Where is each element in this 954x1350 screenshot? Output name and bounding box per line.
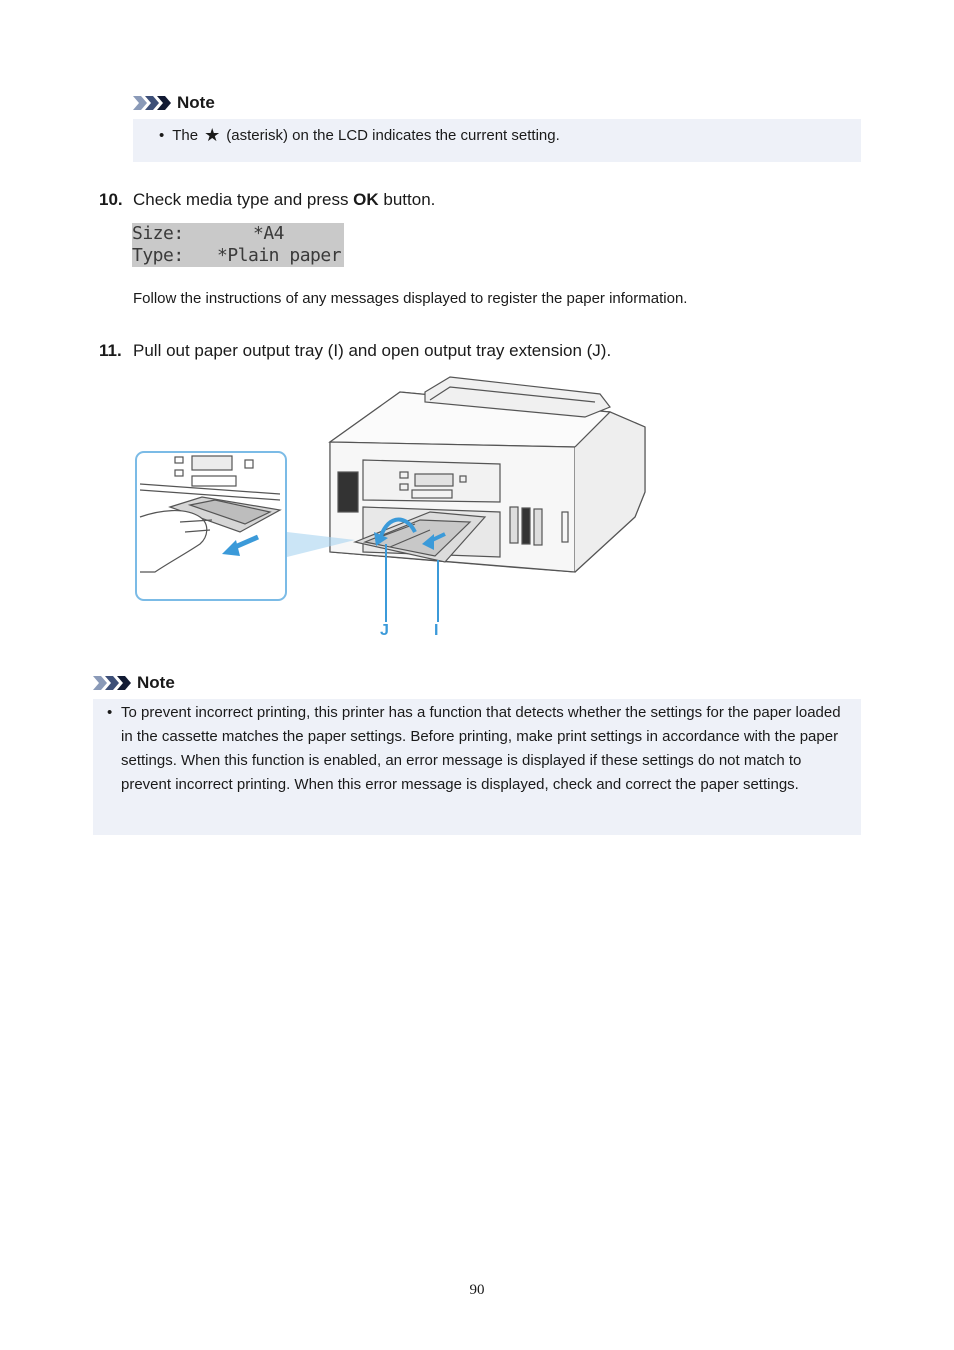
step-text-before: Check media type and press bbox=[133, 190, 354, 209]
note-text-suffix: (asterisk) on the LCD indicates the current setting. bbox=[226, 127, 560, 144]
bullet: • bbox=[159, 127, 165, 144]
note-text: To prevent incorrect printing, this printer has a function that detects whether the settings for the paper loaded in the cassette matches the paper settings. Before printing, make print settings in accordance with the paper settings. When this function is enabled, an error message is displayed if these settings do not match to prevent incorrect printing. When this error message is displayed, check and correct the paper settings. bbox=[121, 704, 841, 793]
step-11 bbox=[99, 341, 611, 361]
lcd-row-size bbox=[132, 223, 344, 245]
step-text-after: button. bbox=[378, 190, 436, 209]
note-chevrons-icon bbox=[93, 674, 133, 692]
step-10 bbox=[99, 190, 435, 210]
lcd-row-type bbox=[132, 245, 344, 267]
note-heading bbox=[93, 673, 175, 693]
instructions-paragraph: Follow the instructions of any messages displayed to register the paper information. bbox=[133, 290, 688, 307]
note-title: Note bbox=[137, 673, 175, 692]
step-text: Pull out paper output tray (I) and open output tray extension (J). bbox=[133, 341, 612, 360]
note-item bbox=[107, 701, 851, 797]
note-heading bbox=[133, 93, 215, 113]
label-i: I bbox=[434, 622, 439, 639]
step-number: 10. bbox=[99, 190, 123, 209]
note-box bbox=[93, 699, 861, 835]
label-j: J bbox=[380, 622, 389, 639]
lcd-size-value: *A4 bbox=[253, 223, 285, 244]
lcd-type-label: Type: bbox=[132, 245, 184, 266]
note-title: Note bbox=[177, 93, 215, 112]
lcd-display bbox=[132, 223, 344, 267]
lcd-type-value: *Plain paper bbox=[217, 245, 342, 266]
note-chevrons-icon bbox=[133, 94, 173, 112]
ok-button-label: OK bbox=[353, 190, 379, 209]
bullet: • bbox=[107, 704, 113, 721]
note-box bbox=[133, 119, 861, 162]
note-item bbox=[159, 124, 560, 148]
page-number: 90 bbox=[469, 1282, 485, 1298]
step-text bbox=[133, 190, 435, 210]
lcd-size-label: Size: bbox=[132, 223, 184, 244]
step-number: 11. bbox=[99, 341, 122, 360]
asterisk-icon: ★ bbox=[204, 125, 221, 145]
printer-illustration bbox=[130, 372, 660, 644]
note-text-prefix: The bbox=[172, 127, 199, 144]
